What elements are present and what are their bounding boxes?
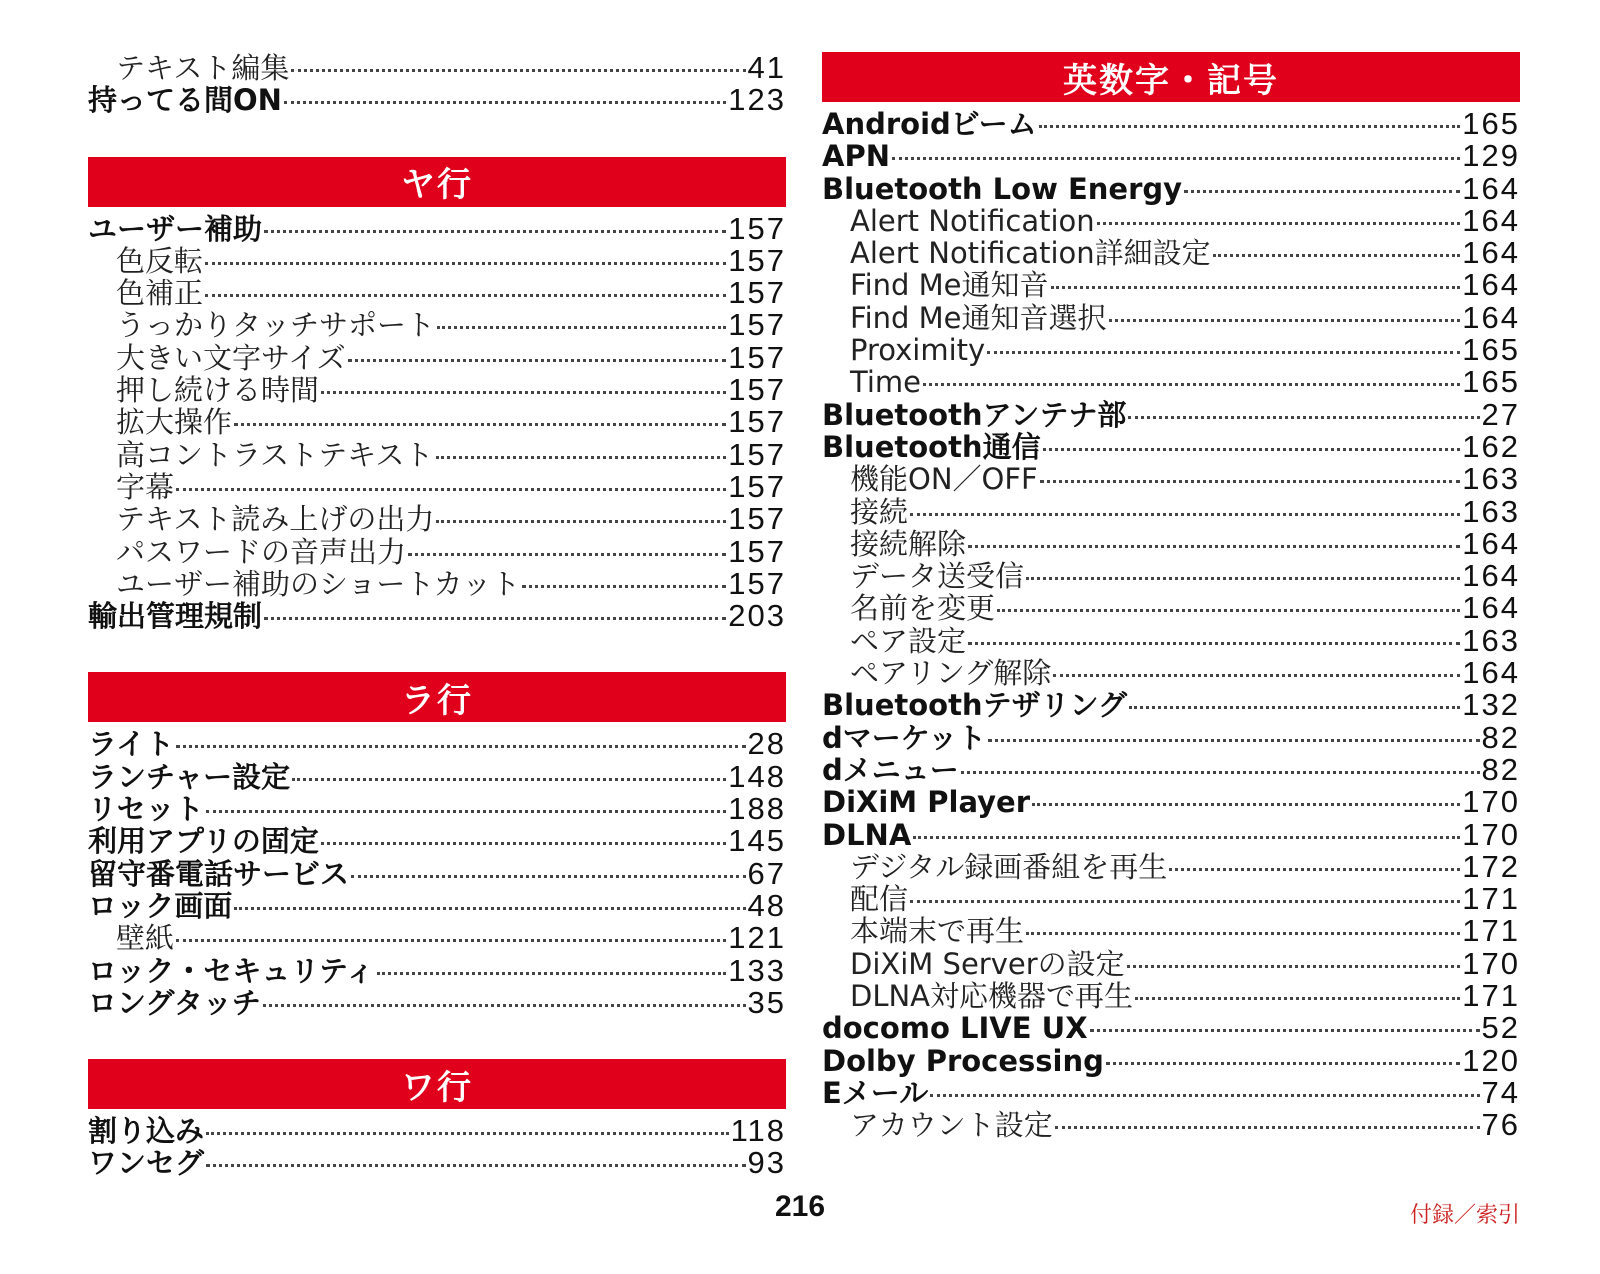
dot-leader <box>923 383 1460 386</box>
entry-label: docomo LIVE UX <box>822 1012 1088 1045</box>
dot-leader <box>968 642 1460 645</box>
index-subentry <box>822 948 1520 980</box>
dot-leader <box>263 1004 746 1007</box>
entry-page-number: 121 <box>728 922 786 955</box>
entry-label: 輸出管理規制 <box>88 600 263 633</box>
entry-label: 拡大操作 <box>116 406 233 439</box>
entry-label: ロック画面 <box>88 889 233 923</box>
index-entry <box>822 819 1520 851</box>
entry-page-number: 165 <box>1462 334 1520 367</box>
index-entry <box>88 84 786 116</box>
dot-leader <box>321 842 726 845</box>
index-entry <box>822 722 1520 754</box>
entry-label: 高コントラストテキスト <box>116 438 434 471</box>
entry-label: Eメール <box>822 1076 929 1110</box>
entry-page-number: 67 <box>747 857 786 890</box>
index-entry <box>88 600 786 632</box>
entry-label: Find Me通知音選択 <box>850 301 1107 335</box>
dot-leader <box>1109 319 1461 322</box>
entry-page-number: 118 <box>730 1115 786 1148</box>
entry-label: 壁紙 <box>116 922 175 955</box>
entry-page-number: 188 <box>728 793 786 826</box>
index-subentry <box>822 657 1520 689</box>
dot-leader <box>176 939 726 942</box>
entry-page-number: 163 <box>1462 624 1520 658</box>
entry-label: APN <box>822 140 890 173</box>
dot-leader <box>1051 286 1461 289</box>
section-header: ラ行 <box>88 672 786 722</box>
dot-leader <box>1040 480 1461 483</box>
entry-page-number: 157 <box>728 374 786 407</box>
entry-page-number: 170 <box>1462 818 1520 851</box>
index-subentry <box>88 439 786 471</box>
dot-leader <box>234 907 745 910</box>
entry-page-number: 27 <box>1481 398 1520 431</box>
entry-label: DiXiM Player <box>822 786 1031 819</box>
entry-label: ペア設定 <box>850 624 967 658</box>
index-subentry <box>822 915 1520 947</box>
index-entry <box>88 793 786 825</box>
index-subentry <box>88 536 786 568</box>
entry-page-number: 148 <box>728 760 786 794</box>
entry-label: Find Me通知音 <box>850 269 1049 302</box>
entry-label: Time <box>850 366 921 399</box>
dot-leader <box>351 875 746 878</box>
entry-page-number: 165 <box>1462 108 1520 141</box>
right-column <box>822 52 1520 1142</box>
entry-page-number: 82 <box>1481 753 1520 787</box>
dot-leader <box>284 101 726 104</box>
entry-page-number: 163 <box>1462 463 1520 496</box>
dot-leader <box>1169 868 1460 871</box>
entry-label: ワンセグ <box>88 1147 205 1180</box>
dot-leader <box>1043 448 1461 451</box>
entry-page-number: 157 <box>728 406 786 439</box>
index-entry <box>822 431 1520 463</box>
index-entry <box>88 890 786 922</box>
index-subentry <box>88 374 786 406</box>
entry-page-number: 164 <box>1462 560 1520 593</box>
entry-label: ロングタッチ <box>88 986 261 1020</box>
entry-page-number: 164 <box>1462 592 1520 625</box>
entry-page-number: 132 <box>1462 689 1520 722</box>
dot-leader <box>910 900 1460 903</box>
index-subentry <box>88 245 786 277</box>
entry-page-number: 157 <box>728 277 786 310</box>
entry-label: dメニュー <box>822 753 959 787</box>
entry-label: 留守番電話サービス <box>88 857 350 890</box>
entry-label: dマーケット <box>822 721 987 754</box>
entry-page-number: 76 <box>1481 1109 1520 1142</box>
entry-page-number: 164 <box>1462 204 1520 238</box>
left-column <box>88 52 786 1180</box>
entry-label: 接続解除 <box>850 527 967 561</box>
index-entry <box>822 689 1520 721</box>
dot-leader <box>436 520 726 523</box>
index-entry <box>88 858 786 890</box>
entry-label: 色反転 <box>116 244 204 278</box>
dot-leader <box>1106 1062 1460 1065</box>
index-subentry <box>822 366 1520 398</box>
index-subentry <box>88 922 786 954</box>
dot-leader <box>987 351 1460 354</box>
index-entry <box>822 1077 1520 1109</box>
index-subentry <box>88 309 786 341</box>
dot-leader <box>1184 190 1460 193</box>
entry-page-number: 157 <box>728 244 786 278</box>
index-entry <box>88 1147 786 1179</box>
entry-page-number: 129 <box>1462 140 1520 173</box>
dot-leader <box>1090 1029 1480 1032</box>
entry-page-number: 74 <box>1481 1076 1520 1110</box>
entry-label: テキスト読み上げの出力 <box>116 503 435 536</box>
entry-label: うっかりタッチサポート <box>116 309 436 342</box>
chapter-label: 付録／索引 <box>1409 1203 1520 1228</box>
entry-label: 大きい文字サイズ <box>116 341 346 375</box>
entry-page-number: 35 <box>747 986 786 1020</box>
entry-label: Bluetoothアンテナ部 <box>822 398 1127 431</box>
entry-label: Dolby Processing <box>822 1044 1104 1077</box>
entry-page-number: 157 <box>728 309 786 342</box>
entry-label: DLNA対応機器で再生 <box>850 980 1134 1013</box>
index-subentry <box>822 269 1520 301</box>
dot-leader <box>1032 803 1460 806</box>
dot-leader <box>1213 254 1461 257</box>
entry-page-number: 157 <box>728 470 786 504</box>
dot-leader <box>961 771 1480 774</box>
dot-leader <box>913 836 1460 839</box>
entry-label: 押し続ける時間 <box>116 374 320 407</box>
entry-page-number: 28 <box>747 728 786 761</box>
entry-label: 字幕 <box>116 470 175 504</box>
entry-label: DLNA <box>822 818 912 851</box>
entry-label: 名前を変更 <box>850 592 996 625</box>
entry-page-number: 157 <box>728 567 786 601</box>
entry-label: ライト <box>88 728 175 761</box>
entry-page-number: 41 <box>747 52 786 85</box>
dot-leader <box>206 810 727 813</box>
index-entry <box>822 754 1520 786</box>
entry-label: 配信 <box>850 883 909 916</box>
dot-leader <box>206 1164 746 1167</box>
entry-label: 持ってる間ON <box>88 84 282 117</box>
entry-label: 割り込み <box>88 1115 205 1148</box>
entry-page-number: 171 <box>1462 883 1520 916</box>
index-entry <box>88 955 786 987</box>
dot-leader <box>291 69 745 72</box>
index-entry <box>88 825 786 857</box>
index-subentry <box>88 406 786 438</box>
index-subentry <box>822 1109 1520 1141</box>
index-entry <box>88 728 786 760</box>
index-subentry <box>822 463 1520 495</box>
entry-page-number: 82 <box>1481 721 1520 754</box>
dot-leader <box>1053 674 1460 677</box>
dot-leader <box>205 262 726 265</box>
dot-leader <box>234 423 726 426</box>
index-entry <box>822 1012 1520 1044</box>
entry-page-number: 157 <box>728 438 786 471</box>
dot-leader <box>408 553 726 556</box>
entry-label: ランチャー設定 <box>88 760 291 794</box>
index-subentry <box>88 342 786 374</box>
entry-label: ユーザー補助のショートカット <box>116 567 521 601</box>
index-subentry <box>822 851 1520 883</box>
index-subentry <box>822 528 1520 560</box>
entry-page-number: 48 <box>747 889 786 923</box>
dot-leader <box>1127 965 1461 968</box>
dot-leader <box>988 739 1479 742</box>
index-subentry <box>822 980 1520 1012</box>
entry-label: テキスト編集 <box>116 52 290 85</box>
dot-leader <box>1026 932 1460 935</box>
entry-page-number: 164 <box>1462 269 1520 302</box>
section-header: ヤ行 <box>88 157 786 207</box>
entry-page-number: 93 <box>747 1147 786 1180</box>
dot-leader <box>930 1094 1479 1097</box>
entry-page-number: 163 <box>1462 495 1520 528</box>
entry-label: 本端末で再生 <box>850 915 1025 948</box>
dot-leader <box>892 157 1460 160</box>
entry-page-number: 170 <box>1462 786 1520 819</box>
section-header: 英数字・記号 <box>822 52 1520 102</box>
page-number: 216 <box>774 1190 826 1223</box>
entry-page-number: 164 <box>1462 301 1520 335</box>
entry-label: Alert Notification詳細設定 <box>850 237 1211 270</box>
entry-page-number: 133 <box>728 954 786 987</box>
dot-leader <box>176 488 726 491</box>
entry-page-number: 165 <box>1462 366 1520 399</box>
index-entry <box>822 140 1520 172</box>
entry-page-number: 120 <box>1462 1044 1520 1077</box>
index-subentry <box>88 277 786 309</box>
dot-leader <box>205 294 726 297</box>
dot-leader <box>1055 1126 1480 1129</box>
index-subentry <box>822 302 1520 334</box>
index-subentry <box>822 205 1520 237</box>
entry-label: 利用アプリの固定 <box>88 825 319 858</box>
dot-leader <box>1128 416 1479 419</box>
index-subentry <box>822 625 1520 657</box>
dot-leader <box>264 617 726 620</box>
dot-leader <box>968 545 1460 548</box>
entry-page-number: 157 <box>728 535 786 568</box>
entry-label: リセット <box>88 793 204 826</box>
entry-label: ロック・セキュリティ <box>88 954 375 987</box>
dot-leader <box>910 513 1460 516</box>
dot-leader <box>292 778 726 781</box>
index-subentry <box>88 471 786 503</box>
entry-label: 機能ON／OFF <box>850 463 1038 496</box>
index-entry <box>822 399 1520 431</box>
index-entry <box>822 1045 1520 1077</box>
dot-leader <box>206 1132 729 1135</box>
index-subentry <box>822 560 1520 592</box>
entry-page-number: 171 <box>1462 980 1520 1013</box>
entry-page-number: 172 <box>1462 850 1520 884</box>
index-subentry <box>822 592 1520 624</box>
dot-leader <box>264 230 726 233</box>
entry-label: Alert Notification <box>850 204 1095 238</box>
entry-page-number: 157 <box>728 341 786 375</box>
dot-leader <box>997 609 1460 612</box>
entry-label: 色補正 <box>116 277 204 310</box>
entry-page-number: 203 <box>728 600 786 633</box>
index-subentry <box>88 503 786 535</box>
entry-label: Bluetooth Low Energy <box>822 172 1183 205</box>
entry-label: デジタル録画番組を再生 <box>850 850 1168 884</box>
index-subentry <box>822 334 1520 366</box>
index-entry <box>88 213 786 245</box>
entry-label: Proximity <box>850 334 986 367</box>
entry-page-number: 164 <box>1462 237 1520 270</box>
dot-leader <box>377 972 727 975</box>
dot-leader <box>522 585 726 588</box>
entry-page-number: 162 <box>1462 430 1520 464</box>
dot-leader <box>1039 125 1461 128</box>
dot-leader <box>1026 577 1460 580</box>
entry-label: Bluetooth通信 <box>822 430 1041 464</box>
index-entry <box>88 987 786 1019</box>
entry-label: Bluetoothテザリング <box>822 689 1127 722</box>
section-header: ワ行 <box>88 1059 786 1109</box>
entry-page-number: 52 <box>1481 1012 1520 1045</box>
dot-leader <box>348 359 727 362</box>
index-subentry <box>88 568 786 600</box>
index-subentry <box>822 496 1520 528</box>
dot-leader <box>1129 706 1460 709</box>
index-entry <box>822 173 1520 205</box>
entry-page-number: 170 <box>1462 947 1520 981</box>
entry-label: アカウント設定 <box>850 1109 1053 1142</box>
dot-leader <box>321 391 726 394</box>
entry-label: Androidビーム <box>822 108 1037 141</box>
entry-page-number: 123 <box>728 84 786 117</box>
entry-page-number: 157 <box>728 212 786 245</box>
entry-page-number: 171 <box>1462 915 1520 948</box>
entry-label: パスワードの音声出力 <box>116 535 407 568</box>
entry-label: 接続 <box>850 495 909 528</box>
index-subentry <box>88 52 786 84</box>
index-entry <box>88 1115 786 1147</box>
entry-label: ユーザー補助 <box>88 212 263 245</box>
entry-page-number: 164 <box>1462 657 1520 690</box>
dot-leader <box>437 326 726 329</box>
index-entry <box>822 786 1520 818</box>
dot-leader <box>1097 222 1461 225</box>
entry-page-number: 164 <box>1462 527 1520 561</box>
dot-leader <box>1135 997 1460 1000</box>
index-subentry <box>822 883 1520 915</box>
entry-label: DiXiM Serverの設定 <box>850 947 1125 981</box>
index-entry <box>822 108 1520 140</box>
dot-leader <box>176 745 745 748</box>
dot-leader <box>436 456 727 459</box>
entry-page-number: 157 <box>728 503 786 536</box>
entry-page-number: 145 <box>728 825 786 858</box>
entry-label: データ送受信 <box>850 560 1025 593</box>
entry-label: ペアリング解除 <box>850 657 1052 690</box>
index-entry <box>88 761 786 793</box>
index-subentry <box>822 237 1520 269</box>
entry-page-number: 164 <box>1462 172 1520 205</box>
